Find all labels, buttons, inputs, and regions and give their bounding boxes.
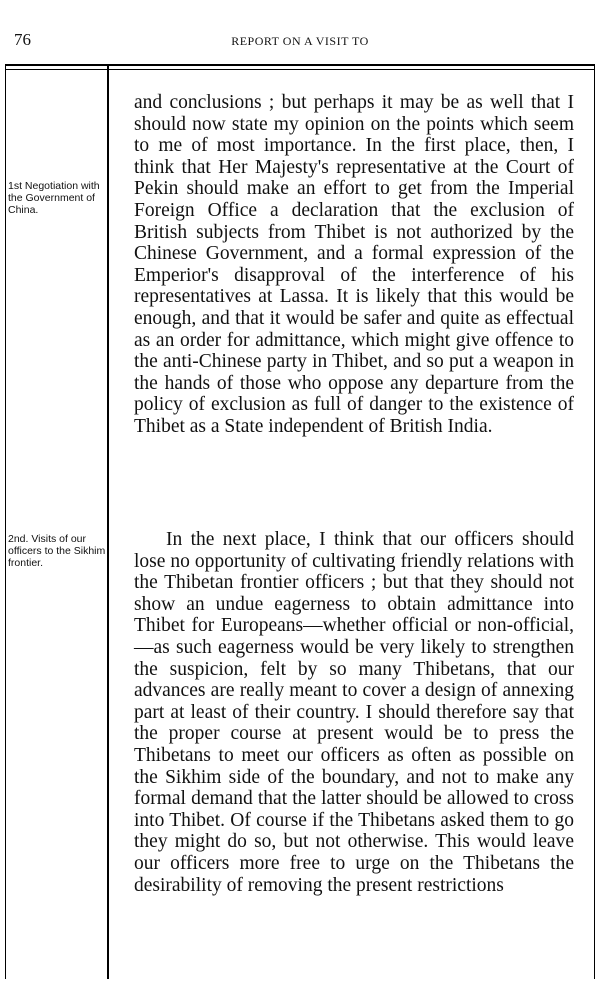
body-paragraph	[134, 92, 574, 438]
left-border	[5, 64, 6, 979]
top-rule-inner	[5, 69, 595, 70]
running-head: REPORT ON A VISIT TO	[231, 34, 369, 48]
right-border	[594, 64, 595, 979]
page-number: 76	[14, 30, 31, 49]
body-paragraph	[134, 529, 574, 896]
marginal-note: 2nd. Visits of our officers to the Sikhim frontier.	[8, 533, 106, 569]
top-rule	[5, 64, 595, 66]
paragraph-text: In the next place, I think that our officers should lose no opportunity of cultivating friendly relations with the Thibetan frontier officers ; but that they should not show an undue eagerness to obtain admittance into Thibet for Europeans—whether official or non-official,—as such eagerness would be very likely to strengthen the suspicion, felt by so many Thibetans, that our advances are really meant to cover a design of annexing part at least of their country. I should therefore say that the proper course at present would be to press the Thibetans to meet our officers as often as possible on the Sikhim side of the boundary, and not to make any formal demand that the latter should be allowed to cross into Thibet. Of course if the Thibetans asked them to go they might do so, but not otherwise. This would leave our officers more free to urge on the Thibetans the desirability of removing the present restrictions	[134, 529, 574, 896]
page-header	[0, 0, 600, 62]
paragraph-text: and conclusions ; but perhaps it may be as well that I should now state my opinion on the points which seem to me of most importance. In the first place, then, I think that Her Majesty's representative at the Court of Pekin should make an effort to get from the Imperial Foreign Office a declaration that the exclusion of British subjects from Thibet is not authorized by the Chinese Government, and a formal expression of the Emperior's disapproval of the interference of his representatives at Lassa. It is likely that this would be enough, and that it would be safer and quite as effectual as an order for admittance, which might give offence to the anti-Chinese party in Thibet, and so put a weapon in the hands of those who oppose any departure from the policy of exclusion as full of danger to the existence of Thibet as a State independent of British India.	[134, 92, 574, 437]
margin-column-divider	[107, 64, 109, 979]
marginal-note: 1st Negotiation with the Government of China.	[8, 180, 100, 216]
